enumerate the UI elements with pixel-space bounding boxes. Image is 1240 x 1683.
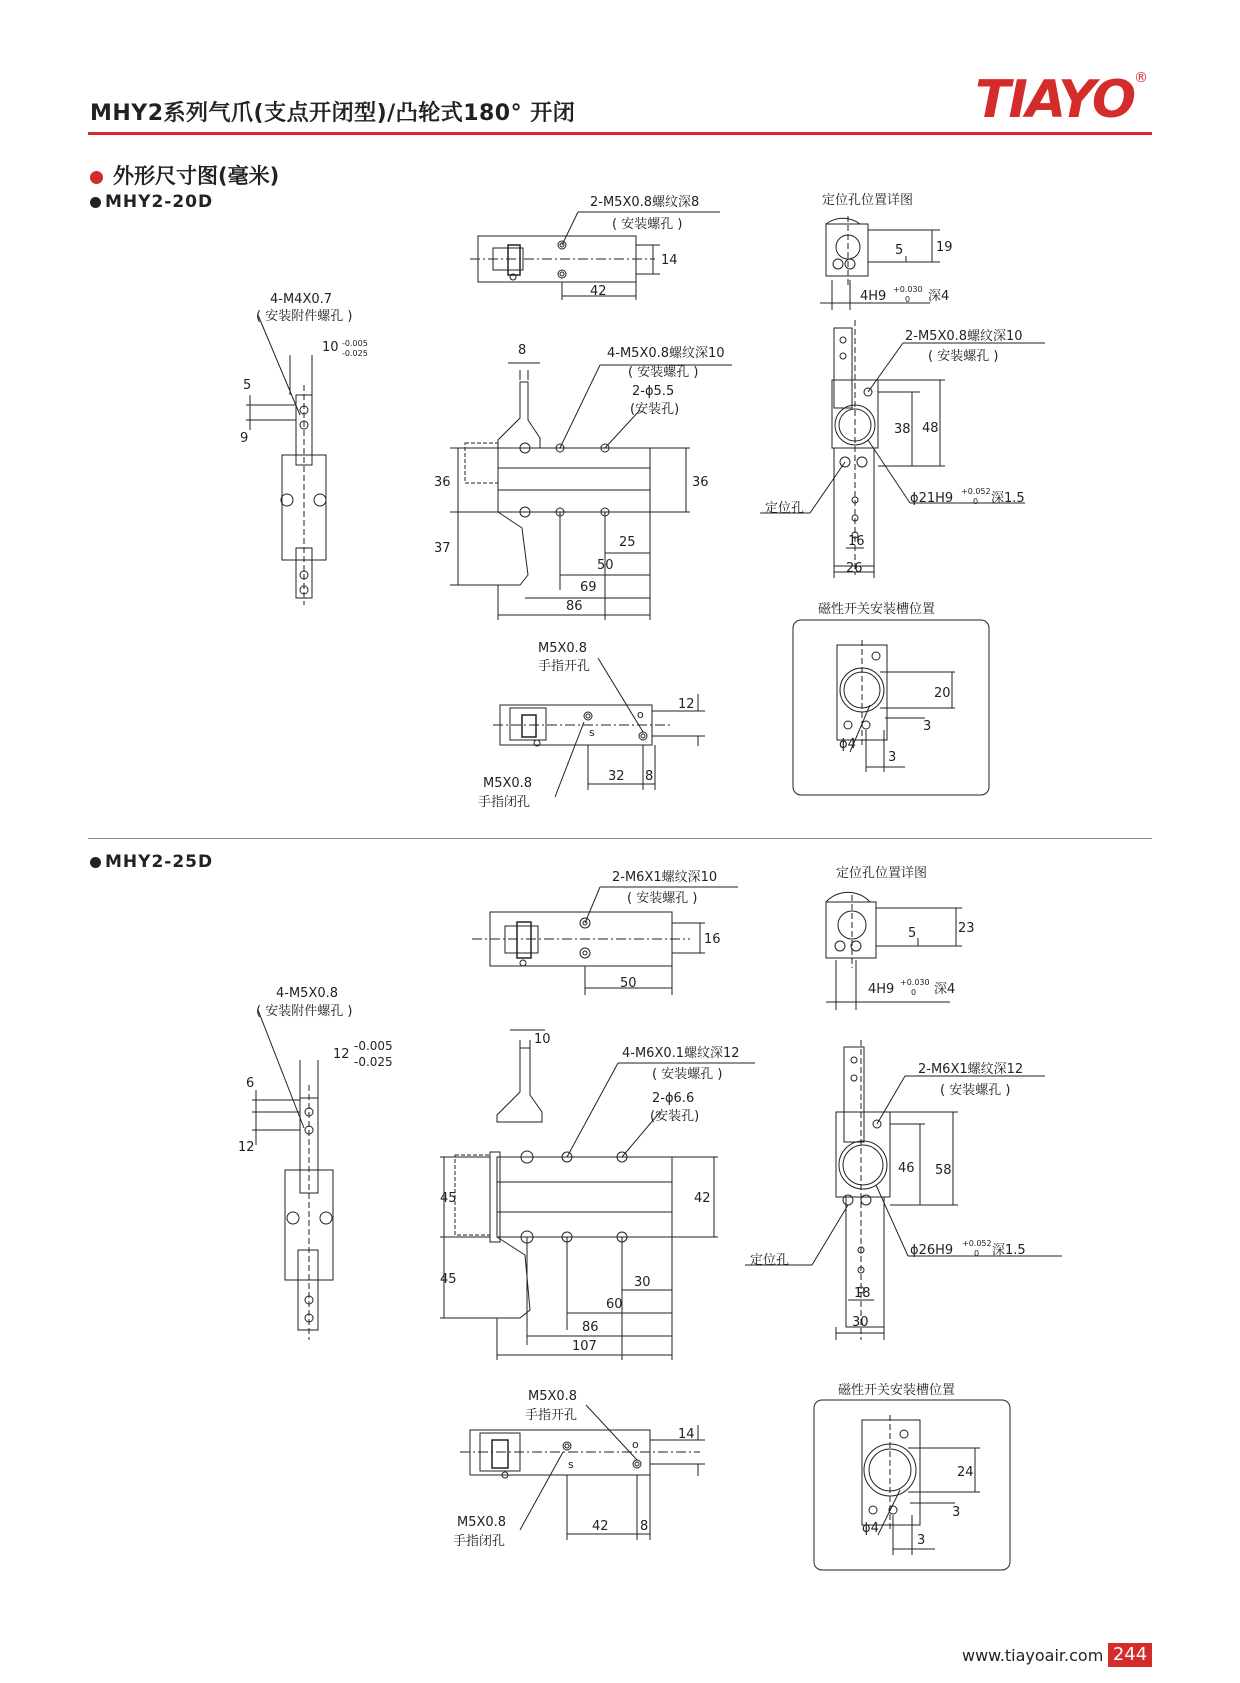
page-title: MHY2系列气爪(支点开闭型)/凸轮式180° 开闭 xyxy=(90,101,576,126)
dimension-label: 12 xyxy=(238,1140,255,1155)
dimension-label: ϕ26H9 xyxy=(910,1243,954,1258)
dimension-label: 26 xyxy=(846,561,863,576)
dimension-label: -0.025 xyxy=(354,1055,393,1069)
dimension-label: 4-M4X0.7 xyxy=(270,292,333,307)
dimension-label: ( 安装附件螺孔 ) xyxy=(256,1004,353,1019)
label-top-thread: 2-M5X0.8螺纹深8 xyxy=(590,195,700,210)
dimension-label: 10 xyxy=(322,340,339,355)
dimension-label: 10 xyxy=(534,1032,551,1047)
dimension-label: 定位孔位置详图 xyxy=(822,193,914,208)
dimension-label: 2-M6X1螺纹深10 xyxy=(612,870,718,885)
dimension-label: 18 xyxy=(854,1286,871,1301)
dimension-label: 36 xyxy=(434,475,451,490)
dimension-label: 50 xyxy=(620,976,637,991)
dimension-label: 深1.5 xyxy=(992,1243,1026,1258)
dimension-label: 25 xyxy=(619,535,636,550)
dimension-label: 6 xyxy=(246,1076,255,1091)
dimension-label: 手指开孔 xyxy=(525,1408,578,1423)
dimension-label: ( 安装螺孔 ) xyxy=(928,349,999,364)
dimension-label: 107 xyxy=(572,1339,597,1354)
dimension-label: ( 安装附件螺孔 ) xyxy=(256,309,353,324)
page-number: 244 xyxy=(1108,1643,1152,1667)
dimension-label: 磁性开关安装槽位置 xyxy=(838,1383,956,1398)
dimension-label: 4-M5X0.8 xyxy=(276,986,339,1001)
dimension-label: 23 xyxy=(958,921,975,936)
dimension-label: 12 xyxy=(678,697,695,712)
dimension-label: 深4 xyxy=(928,289,950,304)
dimension-label: ( 安装螺孔 ) xyxy=(940,1083,1011,1098)
dimension-label: 8 xyxy=(645,769,654,784)
dimension-label: 0 xyxy=(974,1249,980,1258)
dimension-label: 38 xyxy=(894,422,911,437)
dimension-label: 86 xyxy=(582,1320,599,1335)
dimension-label: ϕ4 xyxy=(862,1521,879,1536)
dimension-label: 4H9 xyxy=(868,982,895,997)
dimension-label: 8 xyxy=(518,343,527,358)
dimension-label: 42 xyxy=(590,284,607,299)
dimension-label: M5X0.8 xyxy=(538,641,588,656)
dimension-label: 69 xyxy=(580,580,597,595)
side-view-20d xyxy=(246,315,326,605)
dimension-label: +0.030 xyxy=(900,978,930,987)
dimension-label: M5X0.8 xyxy=(528,1389,578,1404)
dimension-label: o xyxy=(632,1438,639,1451)
slot-box-25d xyxy=(814,1400,1010,1570)
dimension-label: 3 xyxy=(888,750,897,765)
dimension-label: 19 xyxy=(936,240,953,255)
dimension-label: 30 xyxy=(634,1275,651,1290)
dimension-label: 3 xyxy=(917,1533,926,1548)
model-name-25d: MHY2-25D xyxy=(90,852,213,872)
dimension-label: 0 xyxy=(905,295,911,304)
dimension-label: 2-M6X1螺纹深12 xyxy=(918,1062,1024,1077)
dimension-label: s xyxy=(568,1458,574,1471)
dimension-label: 8 xyxy=(640,1519,649,1534)
section-title: 外形尺寸图(毫米) xyxy=(90,160,279,190)
dimension-label: 磁性开关安装槽位置 xyxy=(818,602,936,617)
dimension-label: (安装孔) xyxy=(650,1109,700,1124)
dimension-label: ( 安装螺孔 ) xyxy=(652,1067,723,1082)
dimension-label: 2-ϕ5.5 xyxy=(632,384,675,399)
dimension-label: 42 xyxy=(592,1519,609,1534)
dimension-label: 0 xyxy=(911,988,917,997)
dimension-label: -0.005 xyxy=(342,339,368,348)
model-name-20d: MHY2-20D xyxy=(90,192,213,212)
registered-mark: ® xyxy=(1134,70,1148,86)
side-view-25d xyxy=(252,1010,333,1340)
dimension-label: 定位孔 xyxy=(750,1253,790,1268)
dimension-label: -0.025 xyxy=(342,349,368,358)
dimension-label: 5 xyxy=(895,243,904,258)
dimension-label: 20 xyxy=(934,686,951,701)
dimension-label: +0.052 xyxy=(962,1239,992,1248)
dimension-label: 58 xyxy=(935,1163,952,1178)
end-view-20d xyxy=(760,320,1045,578)
dimension-label: 36 xyxy=(692,475,709,490)
dimension-label: 3 xyxy=(952,1505,961,1520)
dimension-label: 32 xyxy=(608,769,625,784)
dimension-label: 46 xyxy=(898,1161,915,1176)
drawing-mhy2-20d xyxy=(0,0,1240,840)
dimension-label: -0.005 xyxy=(354,1039,393,1053)
dimension-label: 60 xyxy=(606,1297,623,1312)
top-view-25d xyxy=(472,887,738,995)
dimension-label: 50 xyxy=(597,558,614,573)
slot-box-20d xyxy=(793,620,989,795)
dimension-label: 手指闭孔 xyxy=(453,1534,506,1549)
dimension-label: 5 xyxy=(243,378,252,393)
dimension-label: 4H9 xyxy=(860,289,887,304)
dimension-label: 45 xyxy=(440,1191,457,1206)
model-separator xyxy=(88,838,1152,839)
dimension-label: ( 安装螺孔 ) xyxy=(627,891,698,906)
dimension-label: 14 xyxy=(678,1427,695,1442)
dimension-label: 2-ϕ6.6 xyxy=(652,1091,695,1106)
dimension-label: 手指闭孔 xyxy=(478,795,531,810)
dimension-label: 14 xyxy=(661,253,678,268)
dimension-label: ( 安装螺孔 ) xyxy=(628,365,699,380)
dimension-label: 手指开孔 xyxy=(538,659,591,674)
dimension-label: 3 xyxy=(923,719,932,734)
dimension-label: 5 xyxy=(908,926,917,941)
dimension-label: ϕ4 xyxy=(839,737,856,752)
dimension-label: 48 xyxy=(922,421,939,436)
dimension-label: 4-M6X0.1螺纹深12 xyxy=(622,1046,740,1061)
dimension-label: +0.052 xyxy=(961,487,991,496)
dimension-label: 0 xyxy=(973,497,979,506)
dimension-label: M5X0.8 xyxy=(483,776,533,791)
dimension-label: 深1.5 xyxy=(991,491,1025,506)
dimension-label: M5X0.8 xyxy=(457,1515,507,1530)
dimension-label: 16 xyxy=(848,534,865,549)
dimension-label: 深4 xyxy=(934,982,956,997)
dimension-label: 12 xyxy=(333,1047,350,1062)
end-view-25d xyxy=(745,1040,1062,1340)
dimension-label: 30 xyxy=(852,1315,869,1330)
dimension-label: +0.030 xyxy=(893,285,923,294)
brand-logo: TIAYO xyxy=(975,70,1135,130)
dimension-label: 24 xyxy=(957,1465,974,1480)
dimension-label: 37 xyxy=(434,541,451,556)
dimension-label: (安装孔) xyxy=(630,402,680,417)
dimension-label: 42 xyxy=(694,1191,711,1206)
dimension-label: 9 xyxy=(240,431,249,446)
drawing-mhy2-25d xyxy=(0,840,1240,1620)
dimension-label: 定位孔位置详图 xyxy=(836,866,928,881)
dimension-label: 16 xyxy=(704,932,721,947)
dimension-label: s xyxy=(589,726,595,739)
dimension-label: 45 xyxy=(440,1272,457,1287)
dimension-label: 2-M5X0.8螺纹深10 xyxy=(905,329,1023,344)
dimension-label: o xyxy=(637,708,644,721)
dimension-label: 4-M5X0.8螺纹深10 xyxy=(607,346,725,361)
footer-url: www.tiayoair.com xyxy=(962,1646,1104,1665)
dimension-label: 定位孔 xyxy=(765,501,805,516)
dimension-label: 86 xyxy=(566,599,583,614)
dimension-label: ( 安装螺孔 ) xyxy=(612,217,683,232)
dimension-label: ϕ21H9 xyxy=(910,491,954,506)
